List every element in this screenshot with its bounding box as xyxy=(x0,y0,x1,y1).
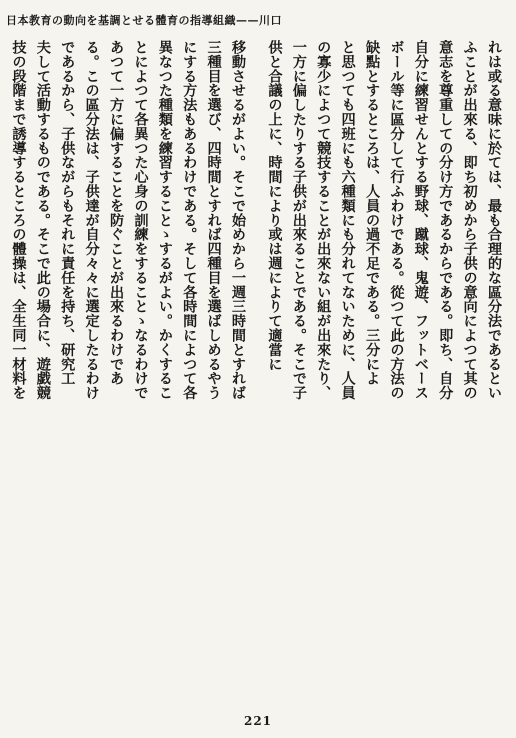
text-line: にする方法もあるわけである。そして各時間によつて各 xyxy=(181,40,198,400)
text-line: と思つても四班にも六種類にも分れてないために、人員 xyxy=(339,40,356,400)
text-line: の寡少によつて競技することが出來ない組が出來たり、 xyxy=(315,40,332,400)
text-line: あつて一方に偏することを防ぐことが出來るわけであ xyxy=(108,40,125,386)
text-line: 一方に偏したりする子供が出來ることである。そこで子 xyxy=(290,40,307,400)
text-line: ふことが出來る、即ち初めから子供の意向によつて其の xyxy=(461,40,478,400)
page-number: 221 xyxy=(243,714,273,728)
running-header: 日本教育の動向を基調とせる體育の指導組織——川口 xyxy=(6,14,282,26)
text-line: れは或る意味に於ては、最も合理的な區分法であるとい xyxy=(486,40,502,400)
text-line: 移動させるがよい。そこで始めから一週三時間とすれば xyxy=(230,40,246,400)
text-line: 技の段階まで誘導するところの體操は、全生同一材料を xyxy=(10,40,27,400)
text-line: 夫して活動するものである。そこで此の場合に、遊戯競 xyxy=(34,40,51,400)
text-line: 缺點とするところは、人員の過不足である。三分によ xyxy=(364,40,381,386)
text-line: る。この區分法は、子供達が自分々々に選定したるわけ xyxy=(83,40,100,400)
text-line: ボール等に區分して行ふわけである。從つて此の方法の xyxy=(388,40,405,400)
text-line: 異なつた種類を練習することゝするがよい。かくするこ xyxy=(156,40,173,400)
text-line: 自分に練習せんとする野球、蹴球、鬼遊、フットベース xyxy=(412,40,429,400)
text-line: 供と合議の上に、時間により或は週によりて適當に xyxy=(266,40,283,372)
right-text-column xyxy=(262,40,506,708)
left-text-column xyxy=(6,40,250,708)
text-line: とによつて各異つた心身の訓練をすることゝなるわけで xyxy=(132,40,149,400)
text-line: 意志を尊重しての分け方であるからである。即ち、自分 xyxy=(437,40,454,400)
text-line: 三種目を選び、四時間とすれば四種目を選ばしめるやう xyxy=(205,40,222,400)
text-line: であるから、子供ながらもそれに責任を持ち、研究工 xyxy=(59,40,76,386)
